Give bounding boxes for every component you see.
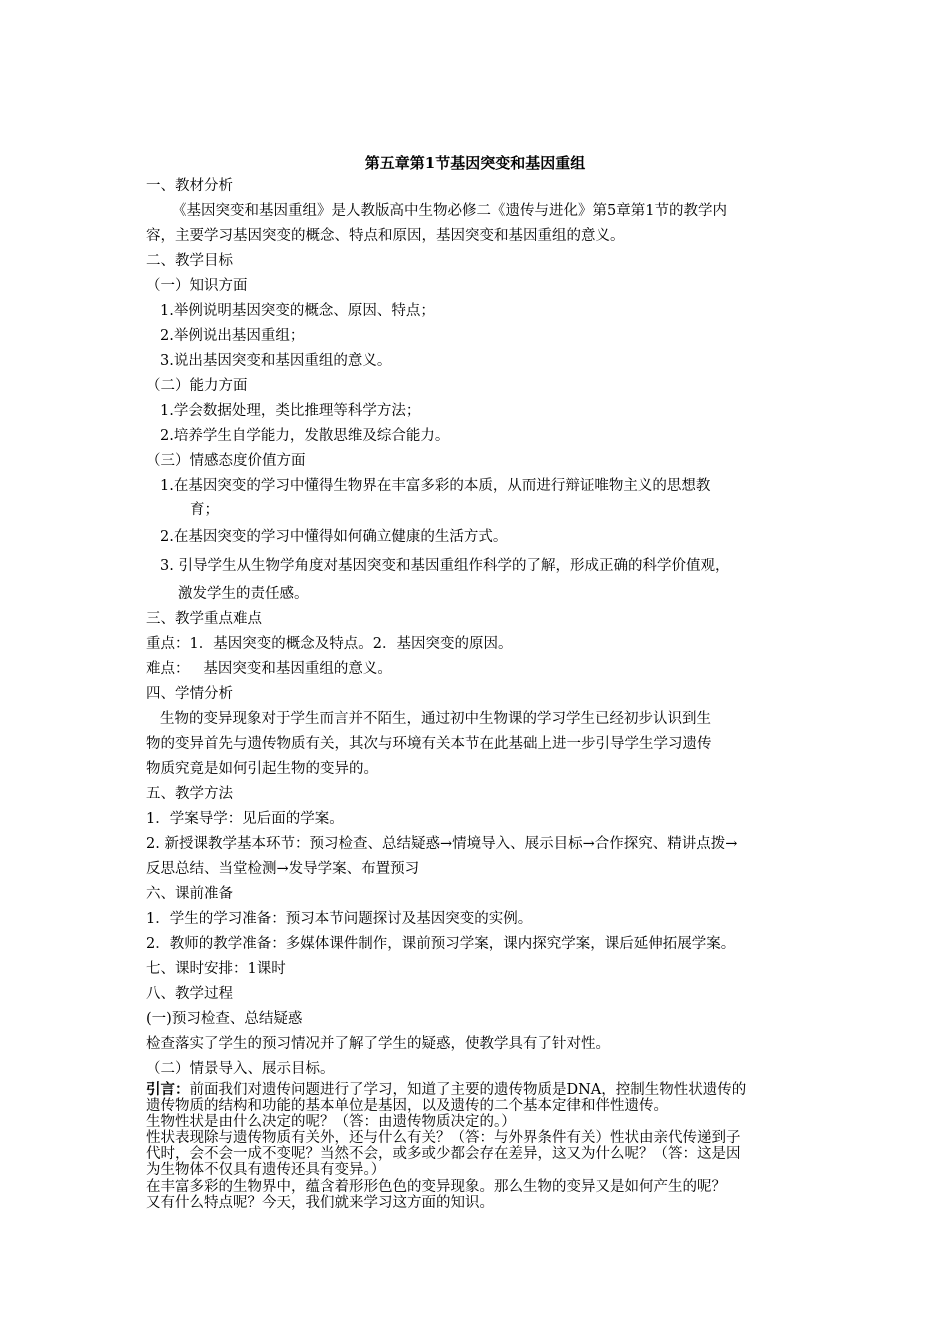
paragraph-line: 物质究竟是如何引起生物的变异的。 [146, 761, 378, 777]
question-line: 为生物体不仅具有遗传还具有变异。） [146, 1162, 386, 1178]
intro-line: 引言：前面我们对遗传问题进行了学习，知道了主要的遗传物质是DNA，控制生物性状遗传的 [146, 1081, 747, 1098]
question-line: 在丰富多彩的生物界中，蕴含着形形色色的变异现象。那么生物的变异又是如何产生的呢？ [146, 1179, 726, 1195]
intro-label: 引言： [146, 1081, 190, 1098]
section-heading-methods: 五、教学方法 [146, 786, 233, 802]
method-item-continued: 反思总结、当堂检测→发导学案、布置预习 [146, 861, 420, 877]
key-point-text: 重点：1．基因突变的概念及特点。2．基因突变的原因。 [146, 636, 513, 652]
list-item: 3. 引导学生从生物学角度对基因突变和基因重组作科学的了解，形成正确的科学价值观， [160, 558, 730, 574]
subheading-knowledge: （一）知识方面 [146, 278, 248, 294]
section-heading-schedule: 七、课时安排：1课时 [146, 961, 286, 977]
question-line: 又有什么特点呢？今天，我们就来学习这方面的知识。 [146, 1195, 494, 1211]
question-line: 性状表现除与遗传物质有关外，还与什么有关？（答：与外界条件有关）性状由亲代传递到子 [146, 1130, 741, 1146]
difficult-point-text: 难点： 基因突变和基因重组的意义。 [146, 661, 392, 677]
list-item: 2.举例说出基因重组； [160, 328, 305, 344]
list-item: 1.学会数据处理，类比推理等科学方法； [160, 403, 421, 419]
question-line: 生物性状是由什么决定的呢？（答：由遗传物质决定的。） [146, 1114, 516, 1130]
paragraph-line: 容，主要学习基因突变的概念、特点和原因，基因突变和基因重组的意义。 [146, 228, 625, 244]
intro-line: 遗传物质的结构和功能的基本单位是基因，以及遗传的二个基本定律和伴性遗传。 [146, 1098, 668, 1114]
section-heading-teaching-goals: 二、教学目标 [146, 253, 233, 269]
section-heading-textbook-analysis: 一、教材分析 [146, 178, 233, 194]
method-item: 2. 新授课教学基本环节：预习检查、总结疑惑→情境导入、展示目标→合作探究、精讲点拨→ [146, 836, 738, 852]
subheading-ability: （二）能力方面 [146, 378, 248, 394]
subheading-emotion: （三）情感态度价值方面 [146, 453, 306, 469]
list-item-continued: 育； [190, 502, 219, 518]
process-step-heading: (一)预习检查、总结疑惑 [146, 1011, 303, 1027]
section-heading-key-points: 三、教学重点难点 [146, 611, 262, 627]
method-item: 1．学案导学：见后面的学案。 [146, 811, 344, 827]
section-heading-preparation: 六、课前准备 [146, 886, 233, 902]
section-heading-process: 八、教学过程 [146, 986, 233, 1002]
preparation-item: 1．学生的学习准备：预习本节问题探讨及基因突变的实例。 [146, 911, 533, 927]
list-item-continued: 激发学生的责任感。 [178, 586, 309, 602]
list-item: 3.说出基因突变和基因重组的意义。 [160, 353, 392, 369]
paragraph-line: 物的变异首先与遗传物质有关，其次与环境有关本节在此基础上进一步引导学生学习遗传 [146, 736, 712, 752]
list-item: 1.举例说明基因突变的概念、原因、特点； [160, 303, 435, 319]
process-step-text: 检查落实了学生的预习情况并了解了学生的疑惑，使教学具有了针对性。 [146, 1036, 610, 1052]
paragraph-line: 生物的变异现象对于学生而言并不陌生，通过初中生物课的学习学生已经初步认识到生 [160, 711, 711, 727]
list-item: 2.在基因突变的学习中懂得如何确立健康的生活方式。 [160, 529, 508, 545]
document-title: 第五章第1节基因突变和基因重组 [364, 154, 586, 172]
paragraph-line: 《基因突变和基因重组》是人教版高中生物必修二《遗传与进化》第5章第1节的教学内 [172, 203, 727, 219]
process-step-heading: （二）情景导入、展示目标。 [146, 1061, 335, 1077]
preparation-item: 2．教师的教学准备：多媒体课件制作，课前预习学案，课内探究学案，课后延伸拓展学案。 [146, 936, 736, 952]
list-item: 1.在基因突变的学习中懂得生物界在丰富多彩的本质，从而进行辩证唯物主义的思想教 [160, 478, 711, 494]
list-item: 2.培养学生自学能力，发散思维及综合能力。 [160, 428, 450, 444]
section-heading-student-analysis: 四、学情分析 [146, 686, 233, 702]
question-line: 代时，会不会一成不变呢？当然不会，或多或少都会存在差异，这又为什么呢？（答：这是因 [146, 1146, 741, 1162]
